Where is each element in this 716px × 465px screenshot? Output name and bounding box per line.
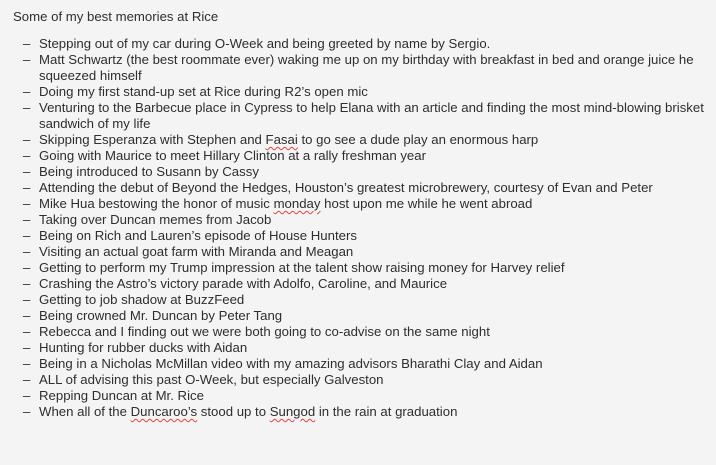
list-item — [23, 276, 706, 292]
list-item-text — [39, 308, 282, 323]
list-item — [23, 148, 706, 164]
text-run: Getting to perform my Trump impression at the talent show raising money for Harvey relief — [39, 260, 565, 275]
text-run: host upon me while he went abroad — [320, 196, 533, 211]
text-run: ALL of advising this past O-Week, but especially Galveston — [39, 372, 384, 387]
list-item-text — [39, 356, 543, 371]
text-run: Crashing the Astro’s victory parade with Adolfo, Caroline, and Maurice — [39, 276, 448, 291]
list-item — [23, 356, 706, 372]
text-run: in the rain at graduation — [315, 404, 458, 419]
list-item-text — [39, 228, 357, 243]
list-item — [23, 180, 706, 196]
list-item — [23, 100, 706, 132]
text-run: Visiting an actual goat farm with Miranda and Meagan — [39, 244, 354, 259]
dash-bullet-icon: – — [23, 132, 31, 147]
text-run: Being in a Nicholas McMillan video with my amazing advisors Bharathi Clay and Aidan — [39, 356, 543, 371]
text-run: to go see a dude play an enormous harp — [297, 132, 539, 147]
list-item-text — [39, 340, 247, 355]
dash-bullet-icon: – — [23, 84, 31, 99]
text-run: Being on Rich and Lauren’s episode of House Hunters — [39, 228, 357, 243]
list-item — [23, 388, 706, 404]
dash-bullet-icon: – — [23, 100, 31, 115]
list-item-text — [39, 196, 532, 211]
dash-bullet-icon: – — [23, 260, 31, 275]
text-run: Getting to job shadow at BuzzFeed — [39, 292, 245, 307]
list-item-text — [39, 100, 704, 131]
dash-bullet-icon: – — [23, 148, 31, 163]
memories-list — [13, 36, 706, 420]
list-item-text — [39, 260, 565, 275]
text-run: stood up to — [197, 404, 270, 419]
text-run: Repping Duncan at Mr. Rice — [39, 388, 204, 403]
list-item-text — [39, 388, 204, 403]
list-item-text — [39, 132, 538, 147]
text-run: Doing my first stand-up set at Rice during R2’s open mic — [39, 84, 368, 99]
list-item — [23, 292, 706, 308]
list-item — [23, 372, 706, 388]
dash-bullet-icon: – — [23, 212, 31, 227]
document-title: Some of my best memories at Rice — [13, 9, 219, 24]
misspelled-word[interactable]: monday — [273, 196, 321, 211]
dash-bullet-icon: – — [23, 228, 31, 243]
text-run: Rebecca and I finding out we were both going to co-advise on the same night — [39, 324, 490, 339]
dash-bullet-icon: – — [23, 404, 31, 419]
list-item-text — [39, 276, 447, 291]
list-item-text — [39, 180, 653, 195]
dash-bullet-icon: – — [23, 292, 31, 307]
dash-bullet-icon: – — [23, 276, 31, 291]
text-run: When all of the — [39, 404, 131, 419]
list-item-text — [39, 372, 384, 387]
list-item — [23, 324, 706, 340]
text-run: Venturing to the Barbecue place in Cypress to help Elana with an article and finding the most mind-blowing brisket sandwich of my life — [39, 100, 704, 131]
dash-bullet-icon: – — [23, 308, 31, 323]
list-item-text — [39, 164, 259, 179]
list-item-text — [39, 36, 490, 51]
dash-bullet-icon: – — [23, 356, 31, 371]
list-item — [23, 404, 706, 420]
list-item — [23, 132, 706, 148]
dash-bullet-icon: – — [23, 52, 31, 67]
text-run: Being crowned Mr. Duncan by Peter Tang — [39, 308, 283, 323]
list-item-text — [39, 212, 271, 227]
list-item-text — [39, 84, 368, 99]
text-run: Stepping out of my car during O-Week and being greeted by name by Sergio. — [39, 36, 491, 51]
dash-bullet-icon: – — [23, 340, 31, 355]
list-item — [23, 52, 706, 84]
dash-bullet-icon: – — [23, 36, 31, 51]
dash-bullet-icon: – — [23, 372, 31, 387]
dash-bullet-icon: – — [23, 324, 31, 339]
text-run: Hunting for rubber ducks with Aidan — [39, 340, 248, 355]
dash-bullet-icon: – — [23, 388, 31, 403]
text-run: Mike Hua bestowing the honor of music — [39, 196, 274, 211]
list-item — [23, 308, 706, 324]
list-item-text — [39, 52, 694, 83]
dash-bullet-icon: – — [23, 180, 31, 195]
list-item-text — [39, 148, 426, 163]
text-run: Taking over Duncan memes from Jacob — [39, 212, 272, 227]
list-item-text — [39, 324, 490, 339]
text-run: Matt Schwartz (the best roommate ever) waking me up on my birthday with breakfast in bed and orange juice he squeezed himself — [39, 52, 694, 83]
list-item — [23, 340, 706, 356]
misspelled-word[interactable]: Sungod — [269, 404, 316, 419]
text-run: Being introduced to Susann by Cassy — [39, 164, 259, 179]
list-item — [23, 228, 706, 244]
dash-bullet-icon: – — [23, 164, 31, 179]
text-run: Skipping Esperanza with Stephen and — [39, 132, 266, 147]
list-item — [23, 84, 706, 100]
list-item — [23, 212, 706, 228]
list-item — [23, 36, 706, 52]
list-item — [23, 260, 706, 276]
list-item-text — [39, 404, 457, 419]
misspelled-word[interactable]: Fasai — [265, 132, 298, 147]
list-item-text — [39, 292, 244, 307]
text-run: Attending the debut of Beyond the Hedges, Houston’s greatest microbrewery, courtesy of Evan and Peter — [39, 180, 653, 195]
list-item — [23, 164, 706, 180]
dash-bullet-icon: – — [23, 244, 31, 259]
text-run: Going with Maurice to meet Hillary Clinton at a rally freshman year — [39, 148, 426, 163]
dash-bullet-icon: – — [23, 196, 31, 211]
list-item — [23, 244, 706, 260]
list-item-text — [39, 244, 353, 259]
misspelled-word[interactable]: Duncaroo’s — [130, 404, 198, 419]
list-item — [23, 196, 706, 212]
